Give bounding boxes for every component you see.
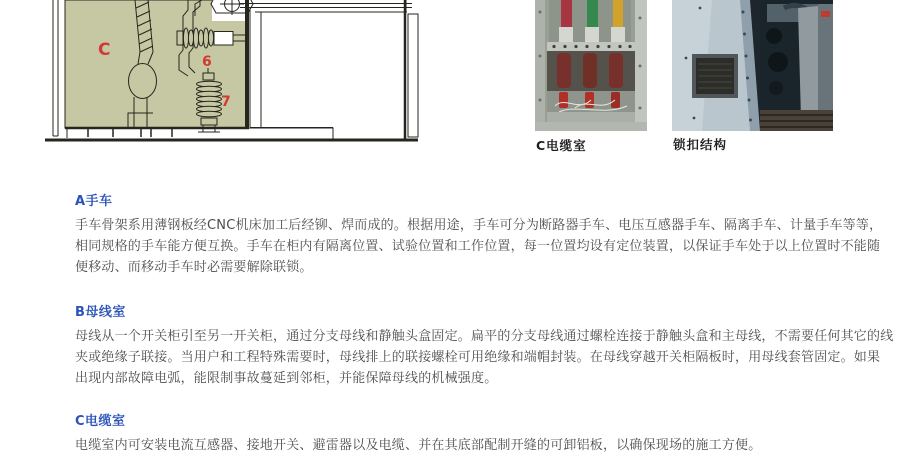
cabinet-section-drawing xyxy=(42,0,422,148)
section-b-line-1: 母线从一个开关柜引至另一开关柜，通过分支母线和静触头盒固定。扁平的分支母线通过螺栓连接于静触头盒和主母线，不需要任何其它的线 xyxy=(75,329,894,344)
lock-structure-photo-image xyxy=(672,0,833,131)
section-a-line-2: 相同规格的手车能方便互换。手车在柜内有隔离位置、试验位置和工作位置，每一位置均设有定位装置，以保证手车处于以上位置时不能随 xyxy=(75,239,881,254)
cable-room-photo-image xyxy=(535,0,647,131)
section-b-heading: B母线室 xyxy=(75,305,126,320)
section-c-cable-room xyxy=(75,410,875,456)
diagram-label-6: 6 xyxy=(202,54,212,70)
section-a-line-1: 手车骨架系用薄钢板经CNC机床加工后经铆、焊而成的。根据用途，手车可分为断路器手车、电压互感器手车、隔离手车、计量手车等等， xyxy=(75,218,883,233)
diagram-label-7: 7 xyxy=(221,94,231,110)
lock-structure-photo-caption: 锁扣结构 xyxy=(673,137,728,152)
section-a-heading: A手车 xyxy=(75,194,113,209)
section-a-handcart xyxy=(75,190,883,278)
section-b-line-3: 出现内部故障电弧，能限制事故蔓延到邻柜，并能保障母线的机械强度。 xyxy=(75,371,498,386)
section-c-heading: C电缆室 xyxy=(75,414,126,429)
section-b-busbar-room xyxy=(75,301,894,389)
section-b-line-2: 夹或绝缘子联接。当用户和工程特殊需要时，母线排上的联接螺栓可用绝缘和端帽封装。在母线穿越开关柜隔板时，用母线套管固定。如果 xyxy=(75,350,881,365)
lock-structure-photo xyxy=(672,0,833,131)
cable-room-photo xyxy=(535,0,647,131)
diagram-label-c: C xyxy=(98,40,111,60)
section-a-line-3: 便移动、而移动手车时必需要解除联锁。 xyxy=(75,260,313,275)
cabinet-section-diagram xyxy=(42,0,422,148)
cable-room-photo-caption: C电缆室 xyxy=(536,138,587,153)
section-c-line-1: 电缆室内可安装电流互感器、接地开关、避雷器以及电缆、并在其底部配制开缝的可卸铝板，以确保现场的施工方便。 xyxy=(75,438,762,453)
